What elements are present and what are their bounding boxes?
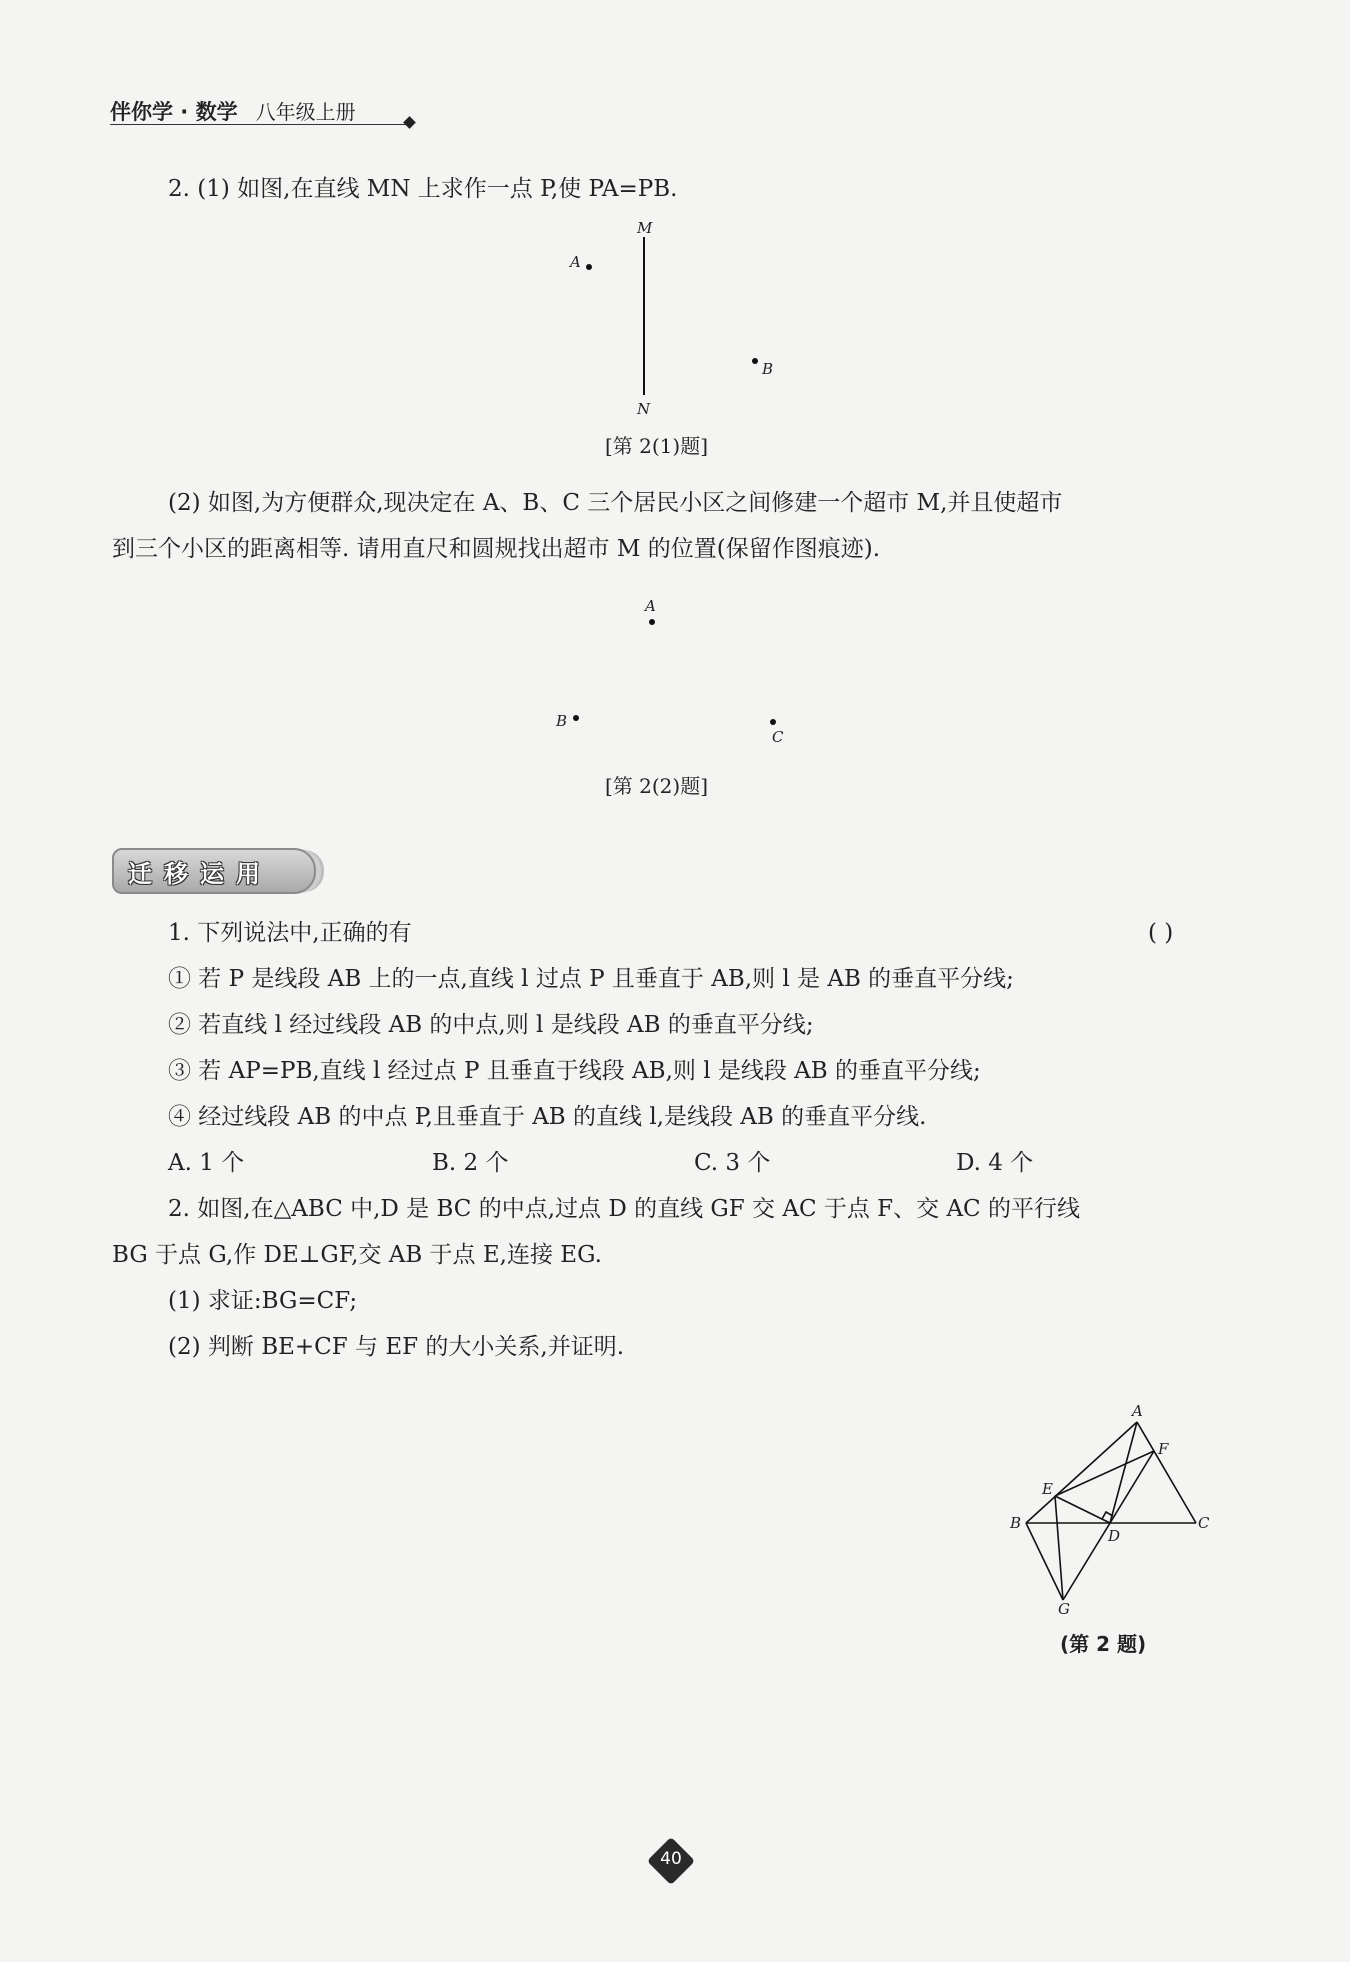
label-b: B [762,360,774,378]
t1-option-c: C. 3 个 [694,1150,771,1176]
section-badge [112,848,316,894]
caption-2-2: [第 2(2)题] [605,774,709,798]
point-b2 [573,715,579,721]
figure-2-2 [540,595,800,755]
t1-statement-1: ① 若 P 是线段 AB 上的一点,直线 l 过点 P 且垂直于 AB,则 l 是 AB 的垂直平分线; [168,966,1014,992]
page-number: 40 [660,1849,682,1869]
label-t2-e: E [1042,1480,1053,1498]
label-a: A [570,253,581,271]
caption-2-1: [第 2(1)题] [605,434,709,458]
point-b [752,358,758,364]
label-t2-c: C [1198,1514,1210,1532]
label-t2-a: A [1132,1402,1143,1420]
segment-ac [1137,1422,1196,1523]
header-diamond-icon [403,116,416,129]
label-b2: B [556,712,568,730]
label-t2-b: B [1010,1514,1022,1532]
t1-option-a: A. 1 个 [168,1150,245,1176]
page-number-badge [648,1838,694,1884]
t1-answer-paren: ( ) [1148,920,1174,946]
figure-2-1 [560,215,780,425]
t1-statement-4: ④ 经过线段 AB 的中点 P,且垂直于 AB 的直线 l,是线段 AB 的垂直平分线. [168,1104,927,1130]
t1-stem: 1. 下列说法中,正确的有 [168,920,412,946]
point-a [586,264,592,270]
segment-ad [1110,1422,1137,1523]
t2-sub1: (1) 求证:BG=CF; [168,1288,358,1314]
t1-option-b: B. 2 个 [432,1150,509,1176]
q2-part1-text: 2. (1) 如图,在直线 MN 上求作一点 P,使 PA=PB. [168,176,678,202]
segment-ab [1026,1422,1137,1523]
point-a2 [649,619,655,625]
point-c2 [770,719,776,725]
q2-part2-line1: (2) 如图,为方便群众,现决定在 A、B、C 三个居民小区之间修建一个超市 M,并且使超市 [168,490,1063,516]
header-rule [110,124,410,125]
t1-option-d: D. 4 个 [956,1150,1034,1176]
label-m: M [637,219,653,237]
segment-ef [1055,1451,1154,1496]
t2-line1: 2. 如图,在△ABC 中,D 是 BC 的中点,过点 D 的直线 GF 交 AC 于点 F、交 AC 的平行线 [168,1196,1080,1222]
caption-t2: (第 2 题) [1060,1632,1147,1656]
t1-statement-2: ② 若直线 l 经过线段 AB 的中点,则 l 是线段 AB 的垂直平分线; [168,1012,814,1038]
label-c2: C [772,728,784,746]
q2-part2-line2: 到三个小区的距离相等. 请用直尺和圆规找出超市 M 的位置(保留作图痕迹). [112,536,881,562]
section-title: 迁移运用 [128,860,272,888]
t2-line2: BG 于点 G,作 DE⊥GF,交 AB 于点 E,连接 EG. [112,1242,602,1268]
label-t2-f: F [1158,1440,1169,1458]
t1-statement-3: ③ 若 AP=PB,直线 l 经过点 P 且垂直于线段 AB,则 l 是线段 AB 的垂直平分线; [168,1058,981,1084]
book-title: 伴你学 · 数学 [110,100,238,124]
label-t2-g: G [1058,1600,1070,1618]
running-header [110,96,356,126]
segment-ed [1055,1496,1110,1523]
label-a2: A [645,597,656,615]
label-t2-d: D [1108,1527,1121,1545]
figure-t2 [1000,1400,1230,1620]
book-subtitle: 八年级上册 [255,100,356,124]
segment-gf [1063,1451,1154,1600]
figure-2-1-svg [560,215,780,425]
label-n: N [637,400,651,418]
t2-sub2: (2) 判断 BE+CF 与 EF 的大小关系,并证明. [168,1334,625,1360]
figure-t2-svg [1000,1400,1230,1620]
